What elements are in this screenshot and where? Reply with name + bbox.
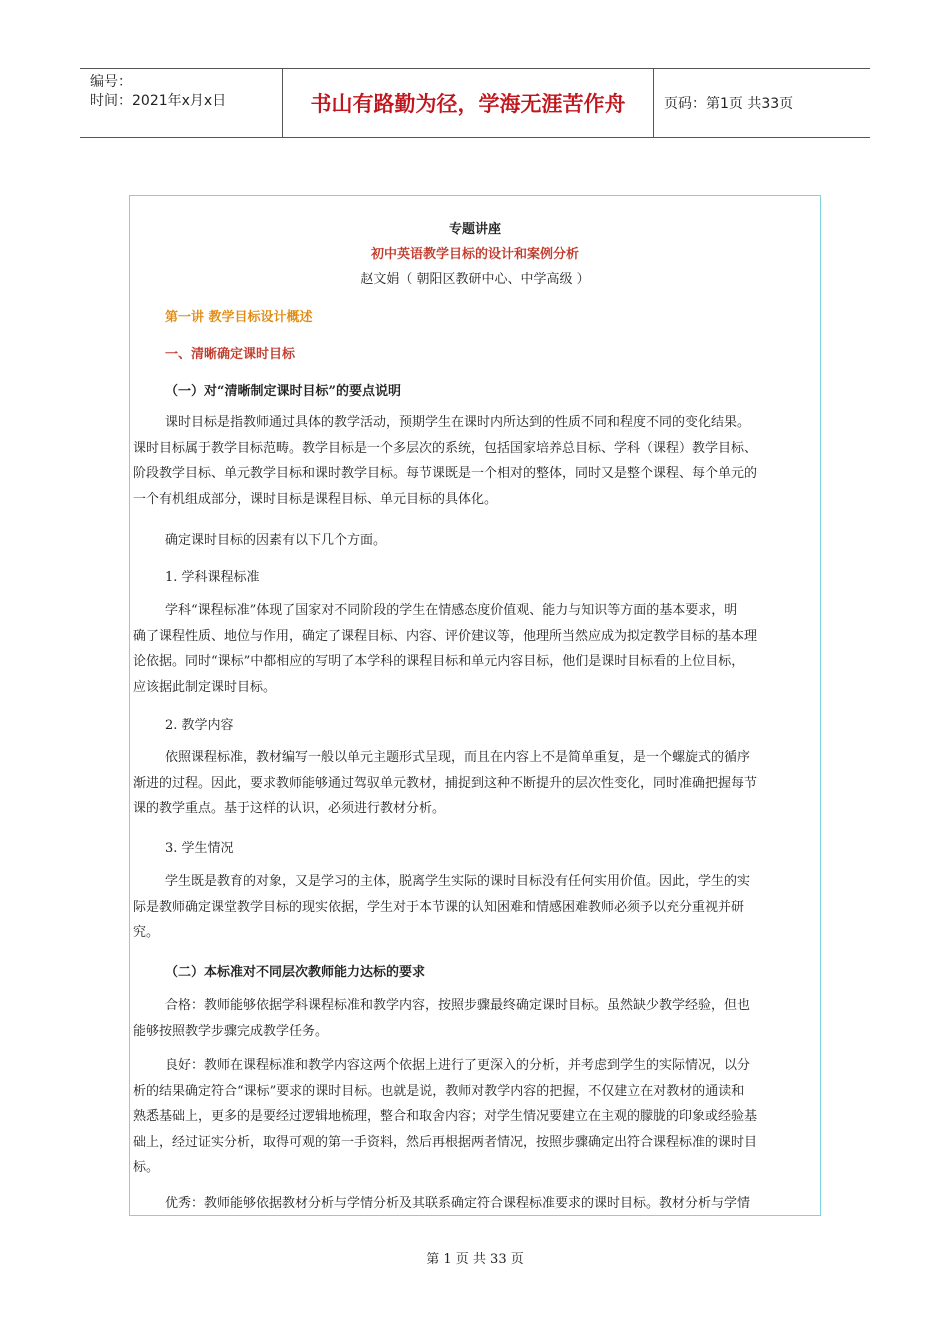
paragraph-line: 良好：教师在课程标准和教学内容这两个依据上进行了更深入的分析，并考虑到学生的实际情况，以分: [165, 1058, 751, 1073]
paragraph: [133, 1191, 817, 1216]
paragraph: [133, 869, 817, 946]
paragraph-line: 确了课程性质、地位与作用，确定了课程目标、内容、评价建议等，他理所当然应成为拟定教学目标的基本理: [133, 628, 758, 644]
time-label: 时间：2021年x月x日: [90, 93, 227, 109]
paragraph-line: 阶段教学目标、单元教学目标和课时教学目标。每节课既是一个相对的整体，同时又是整个课程、每个单元的: [133, 466, 758, 481]
paragraph-line: 础上，经过证实分析，取得可观的第一手资料，然后再根据两者情况，按照步骤确定出符合课程标准的课时目: [133, 1134, 758, 1150]
paragraph: [133, 1053, 817, 1181]
paragraph-line: 标。: [133, 1160, 160, 1175]
list-item: 2. 教学内容: [165, 718, 234, 733]
paragraph-line: 能够按照教学步骤完成教学任务。: [133, 1023, 329, 1039]
page-footer: 第 1 页 共 33 页: [426, 1252, 524, 1267]
list-item: 1. 学科课程标准: [165, 570, 260, 585]
paragraph: [133, 598, 817, 700]
paragraph: [133, 745, 817, 822]
number-label: 编号：: [90, 74, 132, 90]
paragraph-line: 优秀：教师能够依据教材分析与学情分析及其联系确定符合课程标准要求的课时目标。教材分析与学情: [165, 1196, 751, 1211]
paragraph-line: 合格：教师能够依据学科课程标准和教学内容，按照步骤最终确定课时目标。虽然缺少教学经验，但也: [165, 998, 751, 1013]
subsection-heading: （一）对“清晰制定课时目标”的要点说明: [165, 384, 401, 399]
paragraph-line: 论依据。同时“课标”中都相应的写明了本学科的课程目标和单元内容目标，他们是课时目标看的上位目标，: [133, 654, 745, 669]
header-meta: [80, 69, 283, 137]
paragraph: [133, 993, 817, 1044]
paragraph-line: 学生既是教育的对象，又是学习的主体，脱离学生实际的课时目标没有任何实用价值。因此，学生的实: [165, 874, 751, 889]
document-header: [80, 68, 870, 138]
paragraph-line: 课时目标属于教学目标范畴。教学目标是一个多层次的系统，包括国家培养总目标、学科（课程）教学目标、: [133, 440, 758, 456]
paragraph-line: 渐进的过程。因此，要求教师能够通过驾驭单元教材，捕捉到这种不断提升的层次性变化，同时准确把握每节: [133, 775, 758, 791]
paragraph: 确定课时目标的因素有以下几个方面。: [165, 533, 387, 548]
paragraph-line: 一个有机组成部分，课时目标是课程目标、单元目标的具体化。: [133, 491, 498, 507]
subsection-heading: （二）本标准对不同层次教师能力达标的要求: [165, 965, 426, 980]
paragraph-line: 学科“课程标准”体现了国家对不同阶段的学生在情感态度价值观、能力与知识等方面的基本要求，明: [165, 603, 738, 618]
section-heading: 一、清晰确定课时目标: [165, 347, 296, 362]
paragraph-line: 析的结果确定符合“课标”要求的课时目标。也就是说，教师对教学内容的把握，不仅建立在对教材的通读和: [133, 1083, 745, 1099]
header-page-code: 页码：第1页 共33页: [664, 96, 794, 112]
header-motto: 书山有路勤为径，学海无涯苦作舟: [283, 69, 654, 137]
doc-title: 专题讲座: [448, 222, 501, 237]
paragraph-line: 际是教师确定课堂教学目标的现实依据，学生对于本节课的认知困难和情感困难教师必须予以充分重视并研: [133, 899, 745, 915]
doc-author: 赵文娟（ 朝阳区教研中心、中学高级 ）: [360, 272, 590, 287]
paragraph-line: 究。: [133, 925, 160, 940]
paragraph-line: 课的教学重点。基于这样的认识，必须进行教材分析。: [133, 801, 446, 816]
content-frame: [129, 195, 821, 1216]
paragraph: [133, 410, 817, 512]
paragraph-line: 熟悉基础上，更多的是要经过逻辑地梳理，整合和取舍内容；对学生情况要建立在主观的朦胧的印象或经验基: [133, 1109, 758, 1124]
paragraph-line: 应该据此制定课时目标。: [133, 679, 277, 695]
doc-subtitle: 初中英语教学目标的设计和案例分析: [370, 247, 579, 262]
paragraph-line: 课时目标是指教师通过具体的教学活动，预期学生在课时内所达到的性质不同和程度不同的变化结果。: [165, 415, 751, 430]
list-item: 3. 学生情况: [165, 841, 234, 856]
paragraph-line: 依照课程标准，教材编写一般以单元主题形式呈现，而且在内容上不是简单重复，是一个螺旋式的循序: [165, 750, 751, 765]
lecture-heading: 第一讲 教学目标设计概述: [165, 310, 313, 325]
